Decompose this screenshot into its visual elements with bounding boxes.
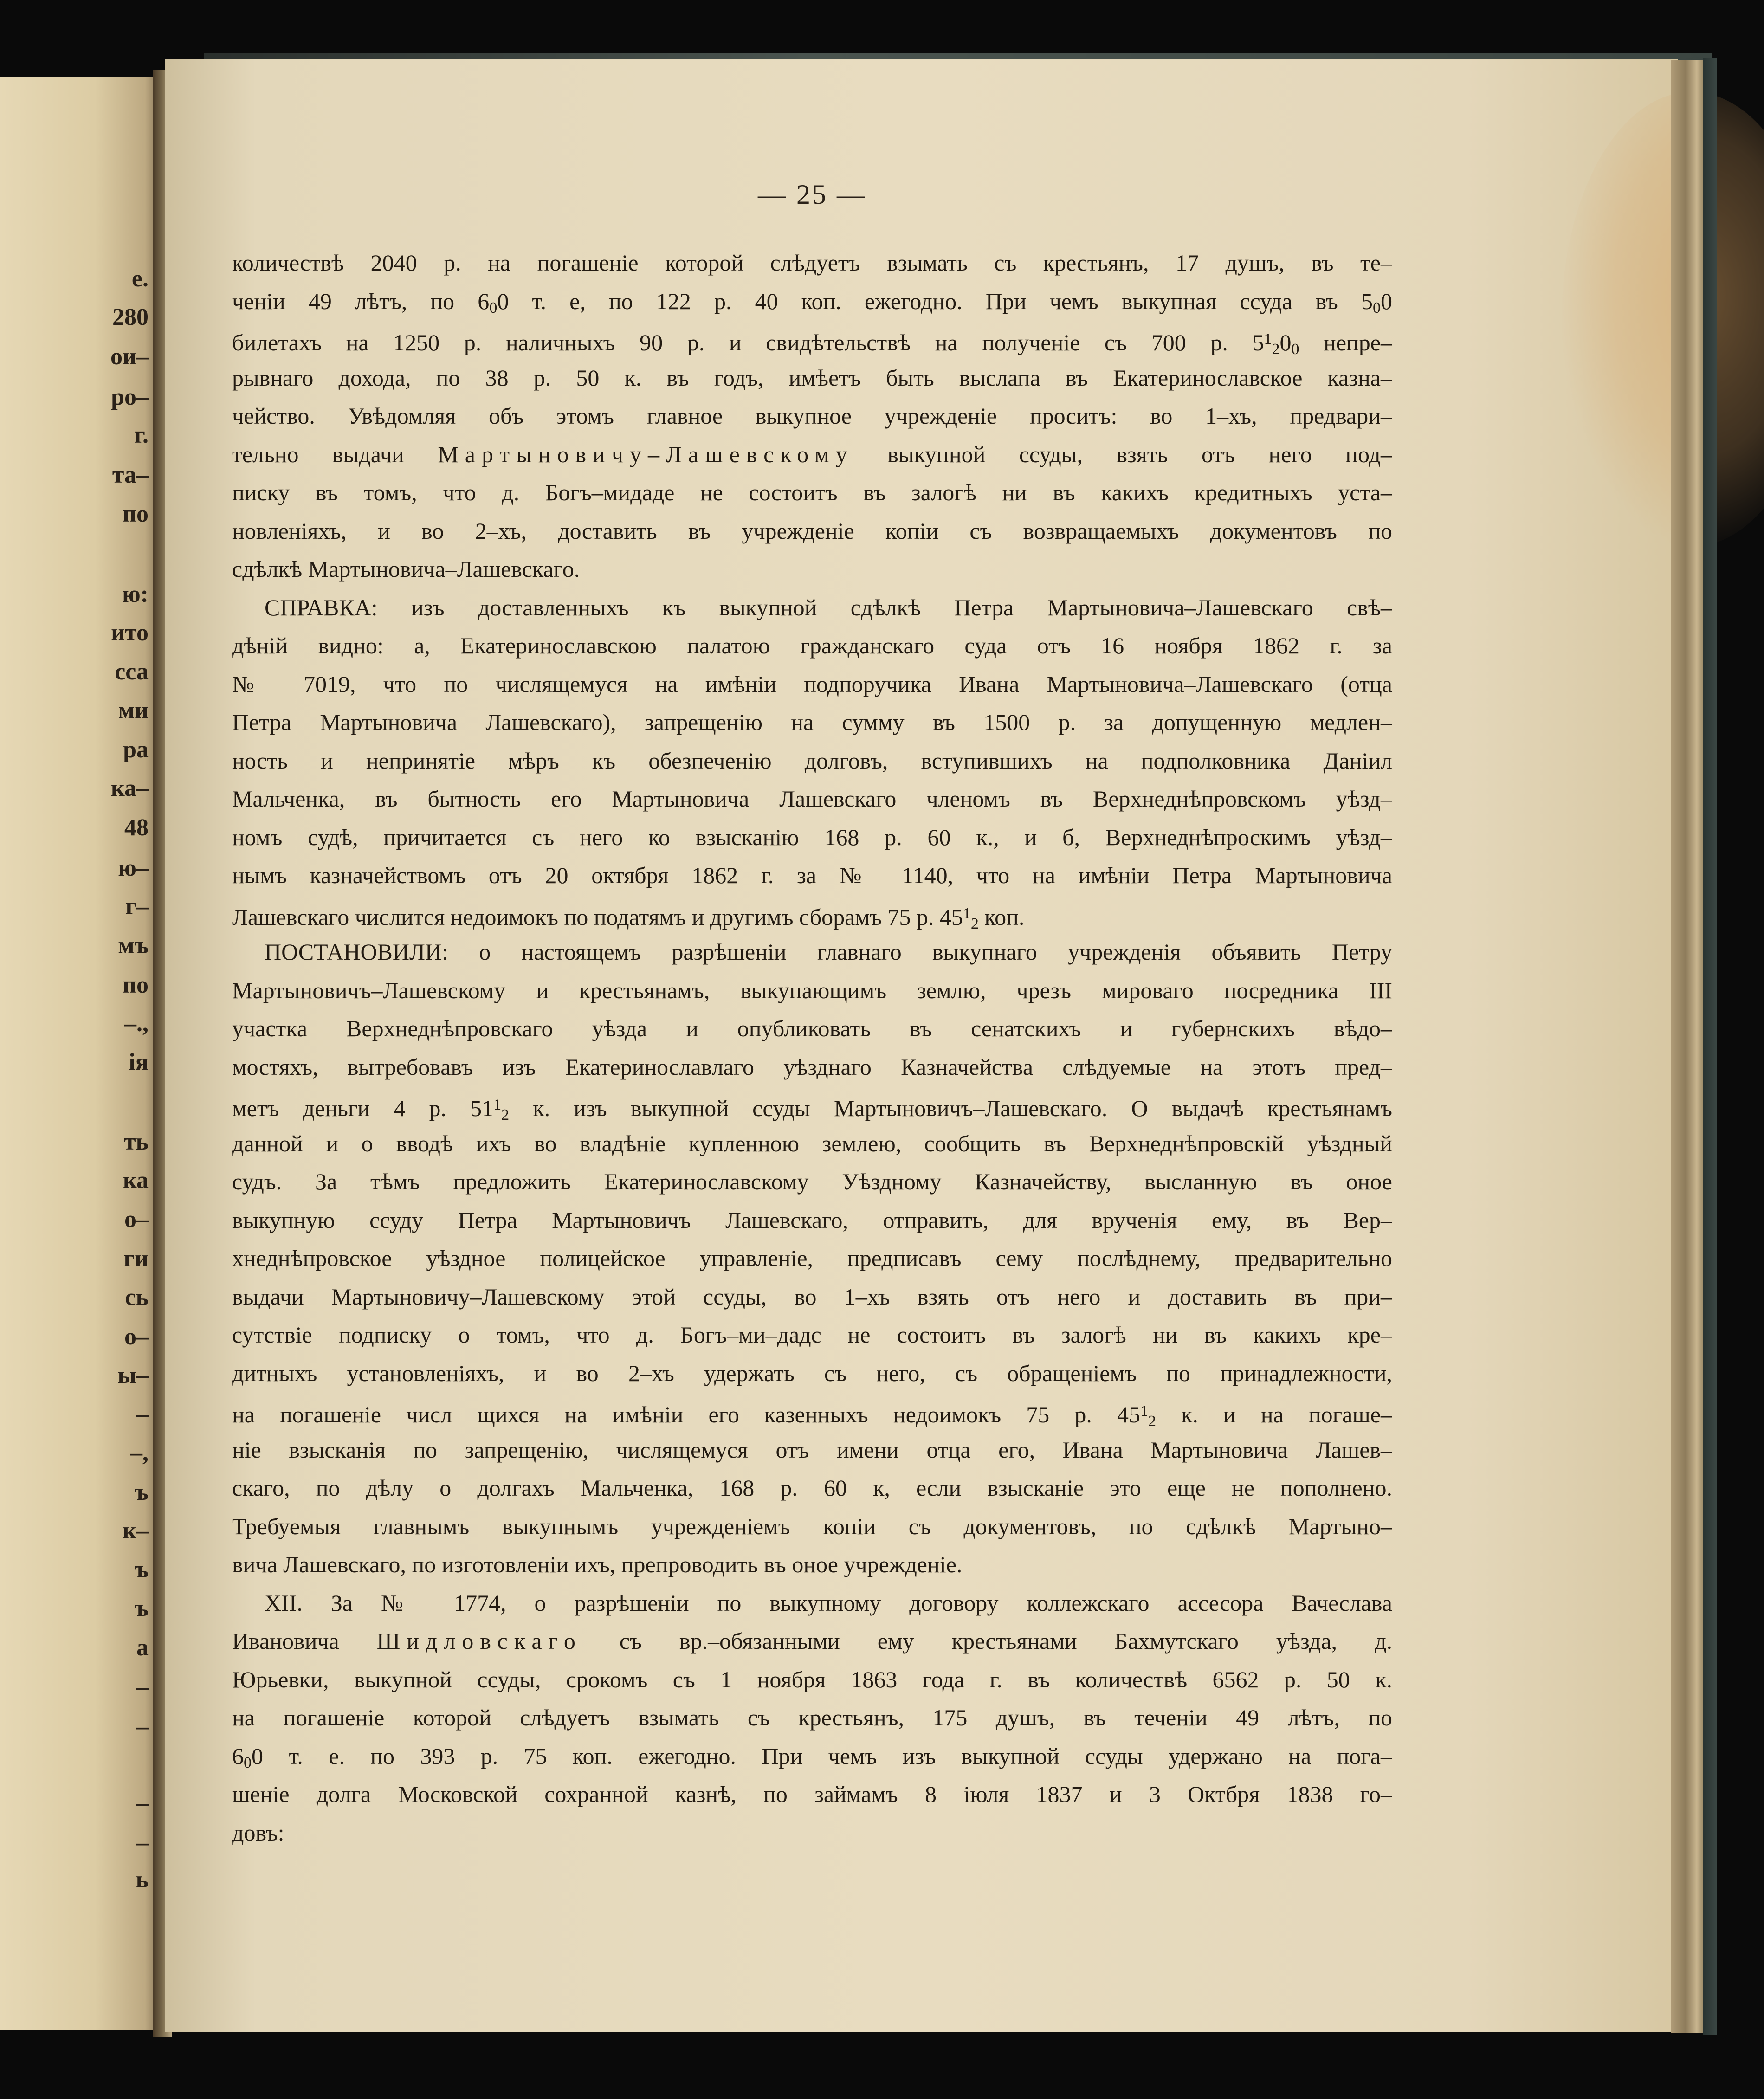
text-line (232, 1584, 1392, 1622)
text-line (232, 1775, 1392, 1814)
subscript: 2 (970, 915, 979, 932)
left-page-fragment: ъ (134, 1595, 149, 1621)
text-line (232, 1086, 1392, 1124)
left-page-fragment: ра (123, 736, 149, 763)
left-page-fragment: а (136, 1634, 149, 1661)
text-run: количествѣ 2040 р. на погашеніе которой слѣдуетъ взымать съ крестьянъ, 17 душъ, въ те– (232, 250, 1392, 276)
text-line (232, 626, 1392, 665)
text-line (232, 1814, 1392, 1852)
superscript: 1 (1140, 1402, 1148, 1420)
left-page-fragment: ія (129, 1049, 149, 1075)
text-run: участка Верхнеднѣпровскаго уѣзда и опубликовать въ сенатскихъ и губернскихъ вѣдо– (232, 1015, 1392, 1041)
text-line (232, 359, 1392, 397)
left-page-fragment: ъ (134, 1479, 149, 1505)
left-page-fragment: сь (125, 1284, 149, 1311)
left-page-fragment: – (136, 1790, 149, 1816)
text-line (232, 1124, 1392, 1163)
left-page-fragment: ги (123, 1246, 149, 1272)
text-run: Мартыновичъ–Лашевскому и крестьянамъ, выкупающимъ землю, чрезъ мироваго посредника III (232, 977, 1392, 1003)
text-run: мостяхъ, вытребовавъ изъ Екатеринославлаго уѣзднаго Казначейства слѣдуемые на этотъ пред– (232, 1053, 1392, 1080)
text-run: писку въ томъ, что д. Богъ–мидаде не состоитъ въ залогѣ ни въ какихъ кредитныхъ уста– (232, 479, 1392, 505)
left-page-fragment: г. (134, 422, 149, 448)
left-page-fragment: по (123, 972, 149, 998)
text-run: ность и непринятіе мѣръ къ обезпеченію долговъ, вступившихъ на подполковника Даніил (232, 747, 1392, 774)
text-run: к. изъ выкупной ссуды Мартыновичъ–Лашевскаго. О выдачѣ крестьянамъ (509, 1095, 1392, 1121)
left-page-fragment: по (123, 501, 149, 527)
text-run: билетахъ на 1250 р. наличныхъ 90 р. и свидѣтельствѣ на полученіе съ 700 р. 5 (232, 329, 1264, 355)
text-line (232, 703, 1392, 742)
text-line (232, 282, 1392, 321)
left-page-fragment: ка– (110, 775, 149, 801)
left-page-fragment: ы– (117, 1362, 149, 1389)
text-line (232, 473, 1392, 512)
left-page-fragment: ито (111, 620, 149, 646)
text-run: на погашеніе числ щихся на имѣніи его казенныхъ недоимокъ 75 р. 45 (232, 1401, 1140, 1427)
text-run: новленіяхъ, и во 2–хъ, доставить въ учрежденіе копіи съ возвращаемыхъ документовъ по (232, 517, 1392, 544)
text-run: Мальченка, въ бытность его Мартыновича Лашевскаго членомъ въ Верхнеднѣпровскомъ уѣзд– (232, 786, 1392, 812)
text-run: Лашевскаго числится недоимокъ по податямъ и другимъ сборамъ 75 р. 45 (232, 904, 963, 930)
text-run: дитныхъ установленіяхъ, и во 2–хъ удержать съ него, съ обращеніемъ по принадлежности, (232, 1360, 1392, 1386)
text-line (232, 818, 1392, 857)
text-run: XII. За № 1774, о разрѣшеніи по выкупному договору коллежскаго ассесора Вачеслава (265, 1589, 1392, 1616)
left-page-fragment: – (136, 1401, 149, 1427)
text-run: данной и о вводѣ ихъ во владѣніе купленною землею, сообщить въ Верхнеднѣпровскій уѣздный (232, 1130, 1392, 1156)
text-run: 0 (1279, 329, 1292, 355)
text-run: 6 (232, 1743, 244, 1769)
subscript: 0 (244, 1754, 252, 1771)
text-line (232, 1278, 1392, 1316)
text-run: рывнаго дохода, по 38 р. 50 к. въ годъ, имѣетъ быть выслапа въ Екатеринославское казна– (232, 364, 1392, 391)
left-page-fragment: –., (124, 1010, 149, 1037)
book-cover-edge (1703, 58, 1717, 2035)
text-line (232, 780, 1392, 818)
text-run: метъ деньги 4 р. 51 (232, 1095, 494, 1121)
text-run: ченіи 49 лѣтъ, по 6 (232, 288, 490, 314)
subscript: 2 (1148, 1413, 1156, 1430)
text-run: № 7019, что по числящемуся на имѣніи подпоручика Ивана Мартыновича–Лашевскаго (отца (232, 671, 1392, 697)
text-line (232, 1660, 1392, 1699)
left-page-fragment: е. (131, 265, 149, 292)
text-line (232, 1354, 1392, 1393)
text-line (232, 1316, 1392, 1354)
page-number: — 25 — (758, 179, 866, 210)
left-page (0, 77, 158, 2030)
text-run: выкупной ссуды, взять отъ него под– (853, 441, 1392, 467)
text-line (232, 1545, 1392, 1584)
text-run: хнеднѣпровское уѣздное полицейское управленіе, предписавъ сему послѣднему, предварительно (232, 1245, 1392, 1271)
text-run: на погашеніе которой слѣдуетъ взымать съ крестьянъ, 175 душъ, въ теченіи 49 лѣтъ, по (232, 1705, 1392, 1731)
text-run: выдачи Мартыновичу–Лашевскому этой ссуды, во 1–хъ взять отъ него и доставить въ при– (232, 1283, 1392, 1310)
spaced-name: Мартыновичу–Лашевскому (438, 441, 854, 467)
text-line (232, 1431, 1392, 1469)
text-run: довъ: (232, 1819, 284, 1846)
text-run: съ вр.–обязанными ему крестьянами Бахмутскаго уѣзда, д. (582, 1628, 1392, 1654)
subscript: 0 (1291, 341, 1299, 358)
text-line (232, 1239, 1392, 1278)
text-run: выкупную ссуду Петра Мартыновичъ Лашевскаго, отправить, для врученія ему, въ Вер– (232, 1207, 1392, 1233)
text-line (232, 895, 1392, 933)
text-line (232, 397, 1392, 435)
page-stain (1562, 92, 1764, 547)
left-page-fragment: сса (115, 659, 149, 685)
text-run: ПОСТАНОВИЛИ: о настоящемъ разрѣшеніи главнаго выкупнаго учрежденія объявить Петру (265, 939, 1392, 965)
text-run: дѣній видно: а, Екатеринославскою палатою гражданскаго суда отъ 16 ноября 1862 г. за (232, 633, 1392, 659)
text-line (232, 550, 1392, 588)
text-line (232, 1699, 1392, 1737)
text-line (232, 933, 1392, 971)
text-run: 0 т. е. по 393 р. 75 коп. ежегодно. При чемъ изъ выкупной ссуды удержано на пога– (252, 1743, 1392, 1769)
left-page-fragment: –, (130, 1440, 149, 1466)
text-line (232, 971, 1392, 1010)
text-line (232, 1507, 1392, 1546)
left-page-fragment: – (136, 1829, 149, 1856)
left-page-fragment: – (136, 1713, 149, 1740)
text-line (232, 742, 1392, 780)
text-line (232, 1009, 1392, 1048)
left-page-fragment: 280 (112, 304, 149, 330)
text-run: коп. (978, 904, 1025, 930)
text-run: тельно выдачи (232, 441, 438, 467)
text-run: шеніе долга Московской сохранной казнѣ, по займамъ 8 іюля 1837 и 3 Октбря 1838 го– (232, 1781, 1392, 1807)
subscript: 2 (1272, 341, 1280, 358)
text-run: непре– (1299, 329, 1392, 355)
text-run: нымъ казначействомъ отъ 20 октября 1862 г. за № 1140, что на имѣніи Петра Мартыновича (232, 862, 1392, 888)
text-run: сутствіе подписку о томъ, что д. Богъ–ми–дадє не состоитъ въ залогѣ ни въ какихъ кре– (232, 1322, 1392, 1348)
subscript: 0 (1373, 299, 1381, 316)
text-run: Требуемыя главнымъ выкупнымъ учрежденіемъ копіи съ документовъ, по сдѣлкѣ Мартыно– (232, 1513, 1392, 1539)
left-page-fragment: ро– (111, 384, 149, 410)
left-page-fragment: о– (124, 1206, 149, 1233)
text-line (232, 1622, 1392, 1660)
text-run: СПРАВКА: изъ доставленныхъ къ выкупной сдѣлкѣ Петра Мартыновича–Лашевскаго свѣ– (265, 594, 1392, 620)
text-run: ніе взысканія по запрещенію, числящемуся отъ имени отца его, Ивана Мартыновича Лашев– (232, 1436, 1392, 1463)
text-line (232, 856, 1392, 895)
left-page-fragment: г– (125, 893, 149, 920)
text-run: Юрьевки, выкупной ссуды, срокомъ съ 1 ноября 1863 года г. въ количествѣ 6562 р. 50 к. (232, 1666, 1392, 1692)
text-run: судъ. За тѣмъ предложить Екатеринославскому Уѣздному Казначейству, высланную въ оное (232, 1169, 1392, 1195)
subscript: 0 (489, 299, 498, 316)
subscript: 2 (501, 1106, 510, 1124)
text-line (232, 1163, 1392, 1201)
left-page-fragment: ю– (118, 855, 149, 881)
text-run: Ивановича (232, 1628, 377, 1654)
text-run: скаго, по дѣлу о долгахъ Мальченка, 168 р. 60 к, если взысканіе это еще не пополнено. (232, 1475, 1392, 1501)
text-line (232, 320, 1392, 359)
text-run: 0 т. е, по 122 р. 40 коп. ежегодно. При чемъ выкупная ссуда въ 5 (497, 288, 1373, 314)
spaced-name: Шидловскаго (376, 1628, 582, 1654)
text-line (232, 512, 1392, 550)
text-line (232, 1469, 1392, 1507)
left-page-fragment: ои– (110, 343, 149, 370)
left-page-fragment: ю: (122, 581, 149, 607)
left-page-fragment: – (136, 1674, 149, 1700)
text-line (232, 244, 1392, 282)
text-run: вича Лашевскаго, по изготовленіи ихъ, препроводить въ оное учрежденіе. (232, 1551, 963, 1577)
page-body-text (232, 244, 1392, 1852)
text-run: к. и на погаше– (1156, 1401, 1392, 1427)
text-line (232, 435, 1392, 474)
text-line (232, 665, 1392, 704)
text-run: сдѣлкѣ Мартыновича–Лашевскаго. (232, 556, 580, 582)
text-run: номъ судѣ, причитается съ него ко взысканію 168 р. 60 к., и б, Верхнеднѣпроскимъ уѣзд– (232, 824, 1392, 850)
text-run: чейство. Увѣдомляя объ этомъ главное выкупное учрежденіе проситъ: во 1–хъ, предвари– (232, 403, 1392, 429)
superscript: 1 (963, 904, 971, 922)
text-line (232, 1392, 1392, 1431)
text-line (232, 1737, 1392, 1776)
left-page-fragment: ъ (134, 1556, 149, 1583)
left-page-fragment: к– (123, 1518, 149, 1544)
superscript: 1 (493, 1096, 502, 1113)
text-run: Петра Мартыновича Лашевскаго), запрещенію на сумму въ 1500 р. за допущенную медлен– (232, 709, 1392, 735)
superscript: 1 (1264, 330, 1272, 348)
left-page-fragment: ть (123, 1129, 149, 1155)
left-page-fragment: о– (124, 1324, 149, 1350)
left-page-fragment: ь (136, 1866, 149, 1893)
text-line (232, 1048, 1392, 1086)
page-edges (1671, 60, 1708, 2033)
left-page-fragment: 48 (124, 814, 149, 841)
left-page-fragment: ми (118, 697, 149, 723)
left-page-fragment: та– (112, 462, 149, 488)
text-run: 0 (1381, 288, 1392, 314)
left-page-fragment: мъ (118, 932, 149, 959)
text-line (232, 588, 1392, 627)
left-page-fragment: ка (123, 1167, 149, 1194)
text-line (232, 1201, 1392, 1240)
